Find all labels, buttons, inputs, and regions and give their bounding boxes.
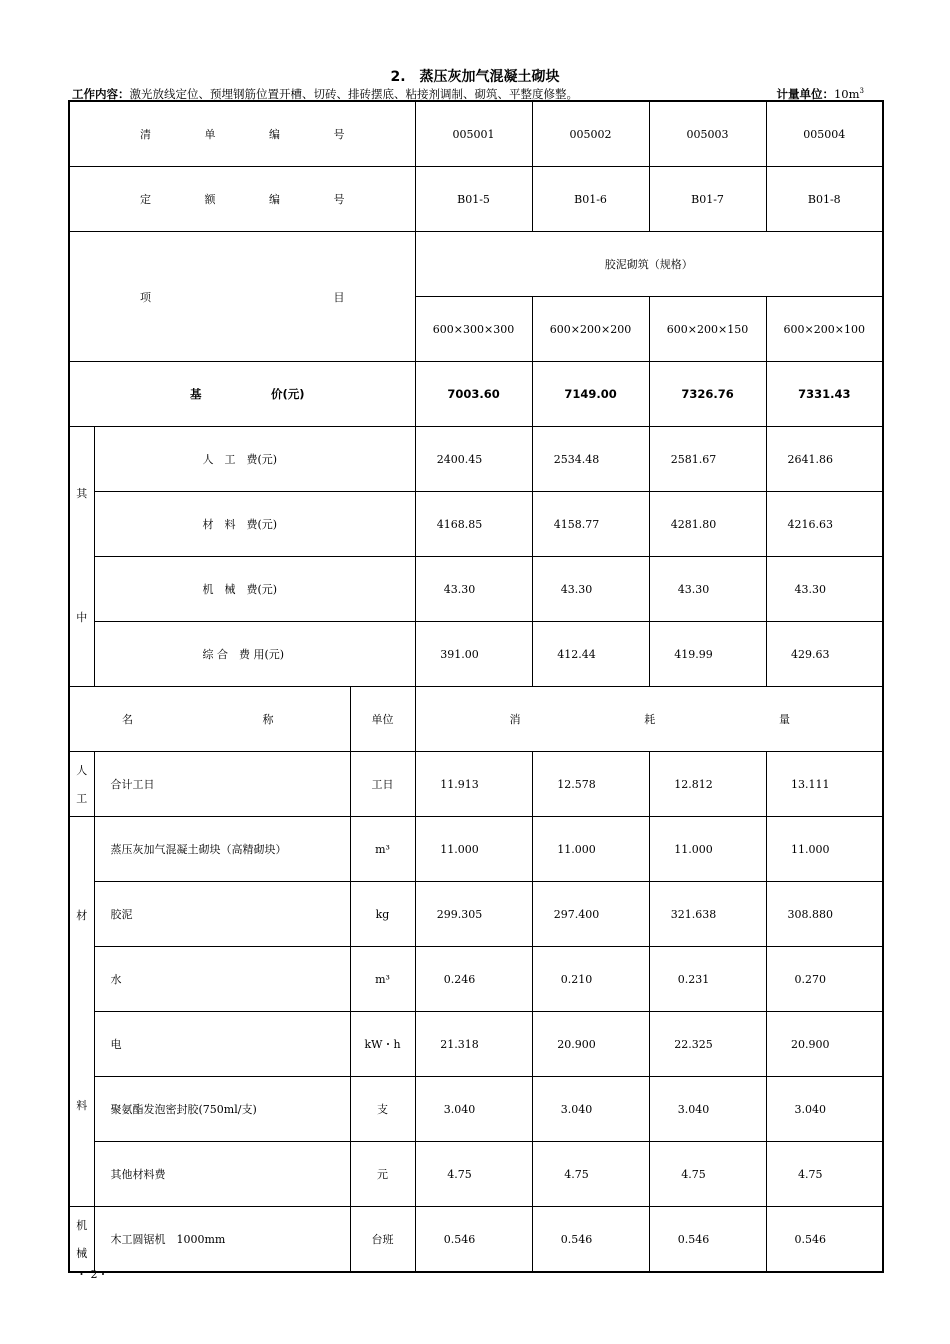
machinery-cell: 0.546 bbox=[415, 1207, 532, 1273]
material-unit: kW・h bbox=[350, 1012, 415, 1077]
labor-row bbox=[69, 752, 883, 817]
material-name: 电 bbox=[94, 1012, 350, 1077]
breakdown-cell: 43.30 bbox=[766, 557, 883, 622]
title-number: 2. bbox=[390, 69, 406, 85]
spec-cell: 600×300×300 bbox=[415, 297, 532, 362]
material-name: 蒸压灰加气混凝土砌块（高精砌块） bbox=[94, 817, 350, 882]
base-price-label: 基 价(元) bbox=[69, 362, 415, 427]
material-row bbox=[69, 817, 883, 882]
material-cell: 11.000 bbox=[415, 817, 532, 882]
labor-cell: 11.913 bbox=[415, 752, 532, 817]
breakdown-row bbox=[69, 492, 883, 557]
breakdown-row bbox=[69, 557, 883, 622]
material-cell: 0.210 bbox=[532, 947, 649, 1012]
materials-side-label: 材 料 bbox=[69, 817, 94, 1207]
list-number-cell: 005003 bbox=[649, 101, 766, 167]
breakdown-cell: 43.30 bbox=[649, 557, 766, 622]
labor-cell: 13.111 bbox=[766, 752, 883, 817]
quota-number-row bbox=[69, 167, 883, 232]
material-row bbox=[69, 1142, 883, 1207]
machinery-side-label: 机 械 bbox=[69, 1207, 94, 1273]
measure-unit-value: 10m bbox=[833, 87, 860, 101]
material-cell: 3.040 bbox=[532, 1077, 649, 1142]
item-label: 项 目 bbox=[69, 232, 415, 362]
material-unit: 元 bbox=[350, 1142, 415, 1207]
material-cell: 299.305 bbox=[415, 882, 532, 947]
labor-name: 合计工日 bbox=[94, 752, 350, 817]
breakdown-cell: 43.30 bbox=[415, 557, 532, 622]
material-cell: 321.638 bbox=[649, 882, 766, 947]
breakdown-cell: 43.30 bbox=[532, 557, 649, 622]
material-cell: 11.000 bbox=[649, 817, 766, 882]
breakdown-label: 人 工 费(元) bbox=[94, 427, 415, 492]
breakdown-row bbox=[69, 427, 883, 492]
quota-number-cell: B01-8 bbox=[766, 167, 883, 232]
quota-number-cell: B01-6 bbox=[532, 167, 649, 232]
material-cell: 20.900 bbox=[532, 1012, 649, 1077]
title-text: 蒸压灰加气混凝土砌块 bbox=[419, 69, 560, 85]
breakdown-cell: 391.00 bbox=[415, 622, 532, 687]
work-content-label: 工作内容： bbox=[72, 87, 130, 101]
spec-cell: 600×200×200 bbox=[532, 297, 649, 362]
base-price-row bbox=[69, 362, 883, 427]
breakdown-label: 综 合 费 用(元) bbox=[94, 622, 415, 687]
breakdown-cell: 4168.85 bbox=[415, 492, 532, 557]
material-cell: 4.75 bbox=[766, 1142, 883, 1207]
material-cell: 4.75 bbox=[532, 1142, 649, 1207]
breakdown-label: 机 械 费(元) bbox=[94, 557, 415, 622]
material-cell: 21.318 bbox=[415, 1012, 532, 1077]
material-cell: 4.75 bbox=[649, 1142, 766, 1207]
base-price-cell: 7331.43 bbox=[766, 362, 883, 427]
base-price-cell: 7149.00 bbox=[532, 362, 649, 427]
breakdown-cell: 429.63 bbox=[766, 622, 883, 687]
breakdown-row bbox=[69, 622, 883, 687]
material-row bbox=[69, 1012, 883, 1077]
breakdown-cell: 2641.86 bbox=[766, 427, 883, 492]
machinery-unit: 台班 bbox=[350, 1207, 415, 1273]
breakdown-cell: 2581.67 bbox=[649, 427, 766, 492]
material-cell: 3.040 bbox=[649, 1077, 766, 1142]
material-cell: 11.000 bbox=[766, 817, 883, 882]
list-number-label: 清 单 编 号 bbox=[69, 101, 415, 167]
list-number-row bbox=[69, 101, 883, 167]
consumption-header-row bbox=[69, 687, 883, 752]
unit-header: 单位 bbox=[350, 687, 415, 752]
breakdown-cell: 4216.63 bbox=[766, 492, 883, 557]
breakdown-cell: 4158.77 bbox=[532, 492, 649, 557]
breakdown-label: 材 料 费(元) bbox=[94, 492, 415, 557]
consume-header: 消 耗 量 bbox=[415, 687, 883, 752]
spec-cell: 600×200×100 bbox=[766, 297, 883, 362]
material-cell: 22.325 bbox=[649, 1012, 766, 1077]
breakdown-cell: 412.44 bbox=[532, 622, 649, 687]
material-cell: 20.900 bbox=[766, 1012, 883, 1077]
material-unit: m³ bbox=[350, 947, 415, 1012]
material-cell: 0.270 bbox=[766, 947, 883, 1012]
labor-unit: 工日 bbox=[350, 752, 415, 817]
list-number-cell: 005004 bbox=[766, 101, 883, 167]
breakdown-cell: 2534.48 bbox=[532, 427, 649, 492]
material-cell: 0.246 bbox=[415, 947, 532, 1012]
measure-unit-sup: 3 bbox=[859, 87, 864, 96]
labor-cell: 12.578 bbox=[532, 752, 649, 817]
machinery-row bbox=[69, 1207, 883, 1273]
item-group-row bbox=[69, 232, 883, 297]
measure-unit-label: 计量单位： bbox=[776, 87, 834, 101]
machinery-cell: 0.546 bbox=[532, 1207, 649, 1273]
material-cell: 3.040 bbox=[415, 1077, 532, 1142]
labor-cell: 12.812 bbox=[649, 752, 766, 817]
material-row bbox=[69, 1077, 883, 1142]
page-number: ・ 2・ bbox=[76, 1268, 109, 1281]
labor-side-label: 人 工 bbox=[69, 752, 94, 817]
material-cell: 0.231 bbox=[649, 947, 766, 1012]
material-cell: 3.040 bbox=[766, 1077, 883, 1142]
material-name: 聚氨酯发泡密封胶(750ml/支) bbox=[94, 1077, 350, 1142]
material-unit: m³ bbox=[350, 817, 415, 882]
base-price-cell: 7326.76 bbox=[649, 362, 766, 427]
material-row bbox=[69, 882, 883, 947]
breakdown-cell: 419.99 bbox=[649, 622, 766, 687]
material-cell: 308.880 bbox=[766, 882, 883, 947]
quota-number-cell: B01-5 bbox=[415, 167, 532, 232]
page-title bbox=[0, 66, 950, 86]
material-cell: 11.000 bbox=[532, 817, 649, 882]
list-number-cell: 005002 bbox=[532, 101, 649, 167]
breakdown-cell: 2400.45 bbox=[415, 427, 532, 492]
machinery-cell: 0.546 bbox=[649, 1207, 766, 1273]
material-name: 胶泥 bbox=[94, 882, 350, 947]
material-unit: kg bbox=[350, 882, 415, 947]
base-price-cell: 7003.60 bbox=[415, 362, 532, 427]
material-cell: 297.400 bbox=[532, 882, 649, 947]
machinery-name: 木工圆锯机 1000mm bbox=[94, 1207, 350, 1273]
material-name: 其他材料费 bbox=[94, 1142, 350, 1207]
quota-number-cell: B01-7 bbox=[649, 167, 766, 232]
quota-table bbox=[68, 100, 884, 1273]
material-unit: 支 bbox=[350, 1077, 415, 1142]
spec-cell: 600×200×150 bbox=[649, 297, 766, 362]
quota-number-label: 定 额 编 号 bbox=[69, 167, 415, 232]
group-label: 胶泥砌筑（规格） bbox=[415, 232, 883, 297]
breakdown-side-label: 其 中 bbox=[69, 427, 94, 687]
material-cell: 4.75 bbox=[415, 1142, 532, 1207]
breakdown-cell: 4281.80 bbox=[649, 492, 766, 557]
material-row bbox=[69, 947, 883, 1012]
material-name: 水 bbox=[94, 947, 350, 1012]
name-header: 名 称 bbox=[69, 687, 350, 752]
machinery-cell: 0.546 bbox=[766, 1207, 883, 1273]
work-content-text: 激光放线定位、预埋钢筋位置开槽、切砖、排砖摆底、粘接剂调制、砌筑、平整度修整。 bbox=[129, 87, 578, 101]
list-number-cell: 005001 bbox=[415, 101, 532, 167]
